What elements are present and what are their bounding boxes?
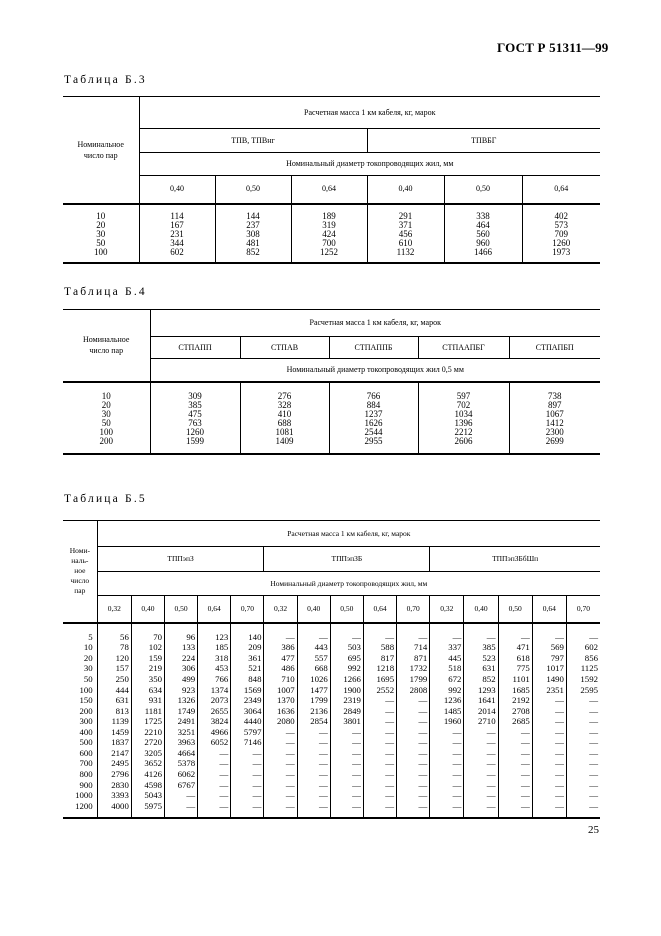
table-b4-caption: Таблица Б.4 [64,286,147,298]
data-column: — 471 618 775 1101 1685 2192 2708 2685 — — — — — — — — [498,623,532,818]
diameter-value: 0,40 [367,176,444,204]
diameter-value: 0,40 [297,596,330,623]
data-column: — 385 523 631 852 1293 1641 2014 2710 — — — — — — — — [464,623,498,818]
data-column: 309 385 475 763 1260 1599 [150,382,240,454]
data-column: 96 133 224 306 499 923 1326 1749 2491 3251 3963 4664 5378 6062 6767 — — [165,623,198,818]
pairs-column: 5 10 20 30 50 100 150 200 300 400 500 600 700 800 900 1000 1200 [63,623,97,818]
brand-header: СТПААПБГ [418,337,509,359]
row-header-pairs: Номинальное число пар [63,97,139,204]
pairs-column: 10 20 30 50 100 200 [63,382,150,454]
data-column: — 714 871 1732 1799 2808 — — — — — — — — — — — [397,623,430,818]
table-b3-caption: Таблица Б.3 [64,74,147,86]
group-header: ТППэпЗ [97,547,264,572]
diameter-value: 0,50 [498,596,532,623]
diameter-value: 0,50 [330,596,363,623]
data-column: — 588 817 1218 1695 2552 — — — — — — — — — — — [363,623,396,818]
diameter-value: 0,50 [215,176,291,204]
diameter-value: 0,64 [522,176,600,204]
page-number: 25 [588,824,599,836]
diameter-value: 0,32 [264,596,297,623]
diameter-header: Номинальный диаметр токопроводящих жил, мм [97,572,600,596]
data-column: 738 897 1067 1412 2300 2699 [509,382,600,454]
group-header: ТПВ, ТПВнг [139,129,367,153]
diameter-value: 0,64 [291,176,367,204]
data-column: — 602 856 1125 1592 2595 — — — — — — — — — — — [566,623,600,818]
mass-header: Расчетная масса 1 км кабеля, кг, марок [97,521,600,547]
row-header-pairs: Номи- наль- ное число пар [63,521,97,623]
data-column: 70 102 159 219 350 634 931 1181 1725 2210 2720 3205 3652 4126 4598 5043 5975 [131,623,164,818]
diameter-value: 0,70 [397,596,430,623]
diameter-value: 0,50 [165,596,198,623]
diameter-value: 0,50 [444,176,522,204]
group-header: ТППэпЗБбШп [430,547,600,572]
brand-header: СТПАПП [150,337,240,359]
data-column: 597 702 1034 1396 2212 2606 [418,382,509,454]
table-b4 [63,309,600,455]
table-b3 [63,96,600,264]
data-column: — 503 695 992 1266 1900 2319 2849 3801 — — — — — — — — [330,623,363,818]
row-header-pairs: Номинальное число пар [63,310,150,382]
mass-header: Расчетная масса 1 км кабеля, кг, марок [139,97,600,129]
data-column: — 337 445 518 672 992 1236 1485 1960 — — — — — — — — [430,623,464,818]
data-column: — 443 557 668 1026 1477 1799 2136 2854 — — — — — — — — [297,623,330,818]
data-column: 144 237 308 481 852 [215,204,291,263]
diameter-value: 0,70 [231,596,264,623]
document-standard-number: ГОСТ Р 51311—99 [497,40,609,55]
data-column: 766 884 1237 1626 2544 2955 [329,382,418,454]
diameter-value: 0,32 [430,596,464,623]
data-column: — 386 477 486 710 1007 1370 1636 2080 — — — — — — — — [264,623,297,818]
pairs-column: 10 20 30 50 100 [63,204,139,263]
data-column: 140 209 361 521 848 1569 2349 3064 4440 5797 7146 — — — — — — [231,623,264,818]
data-column: 123 185 318 453 766 1374 2073 2655 3824 4966 6052 — — — — — — [198,623,231,818]
brand-header: СТПАВ [240,337,329,359]
diameter-value: 0,40 [464,596,498,623]
group-header: ТПВБГ [367,129,600,153]
diameter-value: 0,64 [532,596,566,623]
brand-header: СТПАППБ [329,337,418,359]
diameter-header: Номинальный диаметр токопроводящих жил 0,5 мм [150,359,600,382]
data-column: 338 464 560 960 1466 [444,204,522,263]
diameter-value: 0,40 [139,176,215,204]
diameter-value: 0,40 [131,596,164,623]
data-column: 189 319 424 700 1252 [291,204,367,263]
data-column: 56 78 120 157 250 444 631 813 1139 1459 1837 2147 2495 2796 2830 3393 4000 [97,623,131,818]
data-column: — 569 797 1017 1490 2351 — — — — — — — — — — — [532,623,566,818]
data-column: 291 371 456 610 1132 [367,204,444,263]
diameter-value: 0,64 [198,596,231,623]
data-column: 114 167 231 344 602 [139,204,215,263]
diameter-value: 0,32 [97,596,131,623]
table-b5-caption: Таблица Б.5 [64,493,147,505]
diameter-header: Номинальный диаметр токопроводящих жил, мм [139,153,600,176]
data-column: 276 328 410 688 1081 1409 [240,382,329,454]
table-b5 [63,520,600,819]
diameter-value: 0,70 [566,596,600,623]
group-header: ТППэпЗБ [264,547,430,572]
mass-header: Расчетная масса 1 км кабеля, кг, марок [150,310,600,337]
data-column: 402 573 709 1260 1973 [522,204,600,263]
diameter-value: 0,64 [363,596,396,623]
brand-header: СТПАПБП [509,337,600,359]
